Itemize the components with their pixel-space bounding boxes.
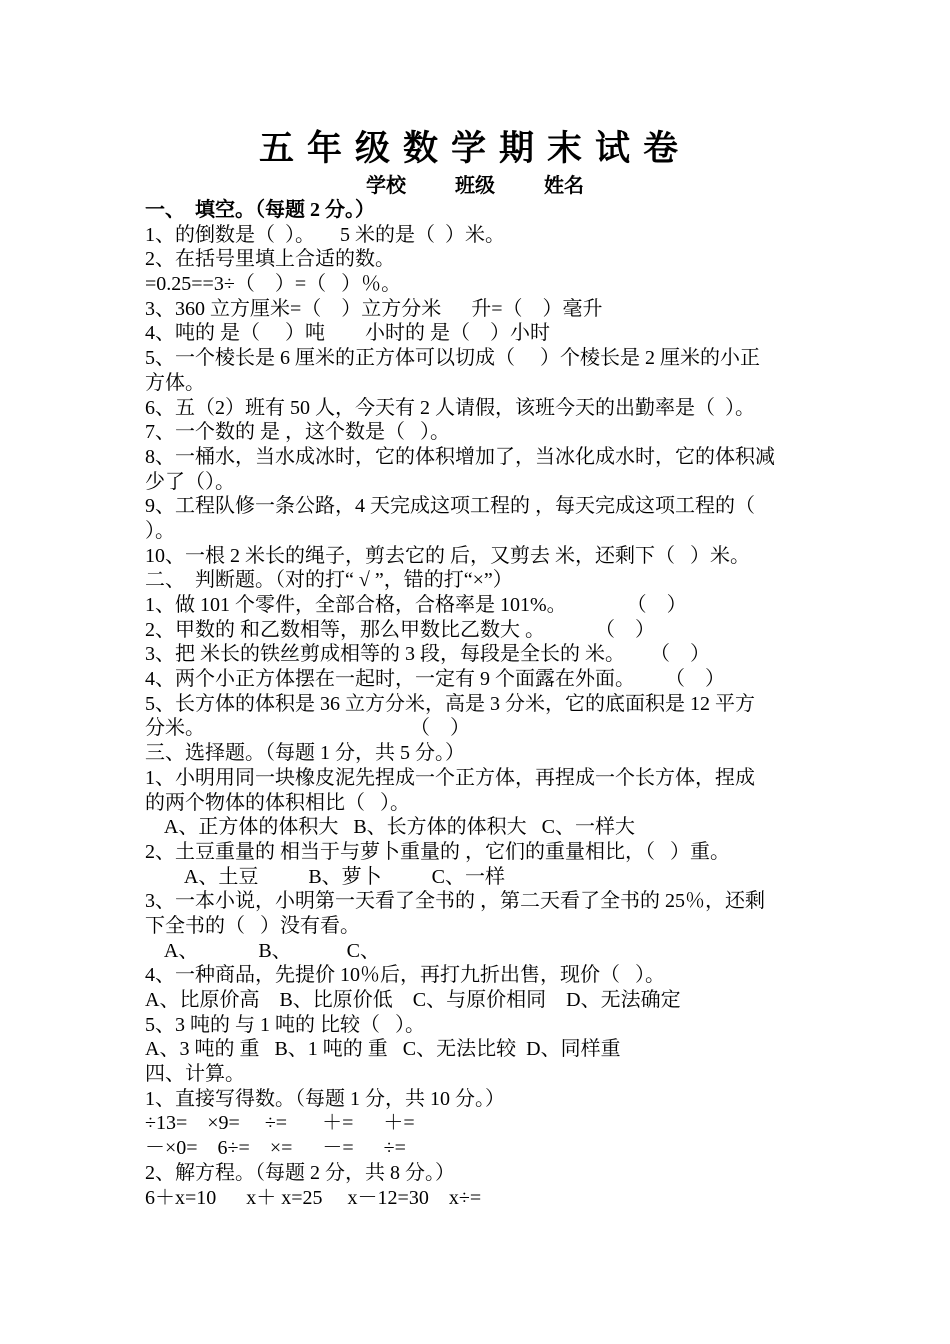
exam-line: 3、360 立方厘米=（ ）立方分米 升=（ ）毫升 <box>145 297 603 320</box>
exam-line: A、比原价高 B、比原价低 C、与原价相同 D、无法确定 <box>145 989 681 1011</box>
exam-line: ）。 <box>145 519 175 542</box>
exam-line: 5、3 吨的 与 1 吨的 比较（ ）。 <box>145 1013 425 1036</box>
exam-line: 下全书的（ ）没有看。 <box>145 914 360 937</box>
exam-line: 1、的倒数是（ ）。 5 米的是（ ）米。 <box>145 223 505 246</box>
exam-line: 少了（）。 <box>145 470 235 493</box>
exam-line: 4、两个小正方体摆在一起时，一定有 9 个面露在外面。 （ ） <box>145 668 725 691</box>
exam-line: 二、 判断题。（对的打“ √ ”，错的打“×”） <box>145 569 513 592</box>
exam-line: 一、 填空。（每题 2 分。） <box>145 199 375 221</box>
exam-line: A、正方体的体积大 B、长方体的体积大 C、一样大 <box>145 816 636 839</box>
exam-line: 3、一本小说，小明第一天看了全书的 ，第二天看了全书的 25％，还剩 <box>145 890 765 913</box>
exam-line: 1、小明用同一块橡皮泥先捏成一个正方体，再捏成一个长方体，捏成 <box>145 766 755 789</box>
exam-line: =0.25==3÷（ ）=（ ）％。 <box>145 273 402 296</box>
exam-line: 9、工程队修一条公路，4 天完成这项工程的 ，每天完成这项工程的（ <box>145 495 755 518</box>
exam-line: －×0= 6÷= ×= －= ÷= <box>145 1137 406 1160</box>
exam-line: 2、土豆重量的 相当于与萝卜重量的 ，它们的重量相比，（ ）重。 <box>145 840 730 863</box>
exam-line: A、 B、 C、 <box>145 939 381 962</box>
exam-line: 三、选择题。（每题 1 分，共 5 分。） <box>145 742 465 765</box>
exam-line: 10、一根 2 米长的绳子，剪去它的 后，又剪去 米，还剩下（ ）米。 <box>145 544 750 567</box>
exam-line: 2、在括号里填上合适的数。 <box>145 248 395 271</box>
school-label: 学校 <box>366 175 406 197</box>
exam-content <box>145 198 809 1210</box>
exam-line: 6＋x=10 x＋ x=25 x－12=30 x÷= <box>145 1186 482 1209</box>
exam-line: A、3 吨的 重 B、1 吨的 重 C、无法比较 D、同样重 <box>145 1038 621 1061</box>
exam-line: ÷13= ×9= ÷= ＋= ＋= <box>145 1112 415 1135</box>
exam-line: 4、一种商品，先提价 10％后，再打九折出售，现价（ ）。 <box>145 964 665 987</box>
student-info-header <box>0 172 950 200</box>
exam-line: 6、五（2）班有 50 人，今天有 2 人请假，该班今天的出勤率是（ ）。 <box>145 396 755 419</box>
exam-line: 5、一个棱长是 6 厘米的正方体可以切成（ ）个棱长是 2 厘米的小正 <box>145 347 760 370</box>
exam-line: 1、做 101 个零件，全部合格，合格率是 101%。 （ ） <box>145 594 687 616</box>
class-label: 班级 <box>455 175 495 197</box>
exam-line: 四、计算。 <box>145 1063 245 1086</box>
exam-line: 8、一桶水，当水成冰时，它的体积增加了，当冰化成水时，它的体积减 <box>145 445 775 468</box>
exam-line: 3、把 米长的铁丝剪成相等的 3 段，每段是全长的 米。 （ ） <box>145 643 710 666</box>
exam-line: 的两个物体的体积相比（ ）。 <box>145 791 410 814</box>
exam-line: A、土豆 B、萝卜 C、一样 <box>145 865 506 888</box>
exam-line: 方体。 <box>145 371 205 394</box>
exam-line: 2、甲数的 和乙数相等，那么甲数比乙数大 。 （ ） <box>145 618 655 641</box>
page-title: 五年级数学期末试卷 <box>258 129 691 168</box>
exam-line: 7、一个数的 是 ，这个数是（ ）。 <box>145 421 450 444</box>
exam-line: 1、直接写得数。（每题 1 分，共 10 分。） <box>145 1087 505 1110</box>
name-label: 姓名 <box>544 175 584 197</box>
exam-line: 5、长方体的体积是 36 立方分米，高是 3 分米，它的底面积是 12 平方 <box>145 692 755 715</box>
exam-line: 分米。 （ ） <box>145 717 470 740</box>
exam-line: 2、解方程。（每题 2 分，共 8 分。） <box>145 1161 455 1184</box>
exam-line: 4、吨的 是（ ）吨 小时的 是（ ）小时 <box>145 322 550 345</box>
